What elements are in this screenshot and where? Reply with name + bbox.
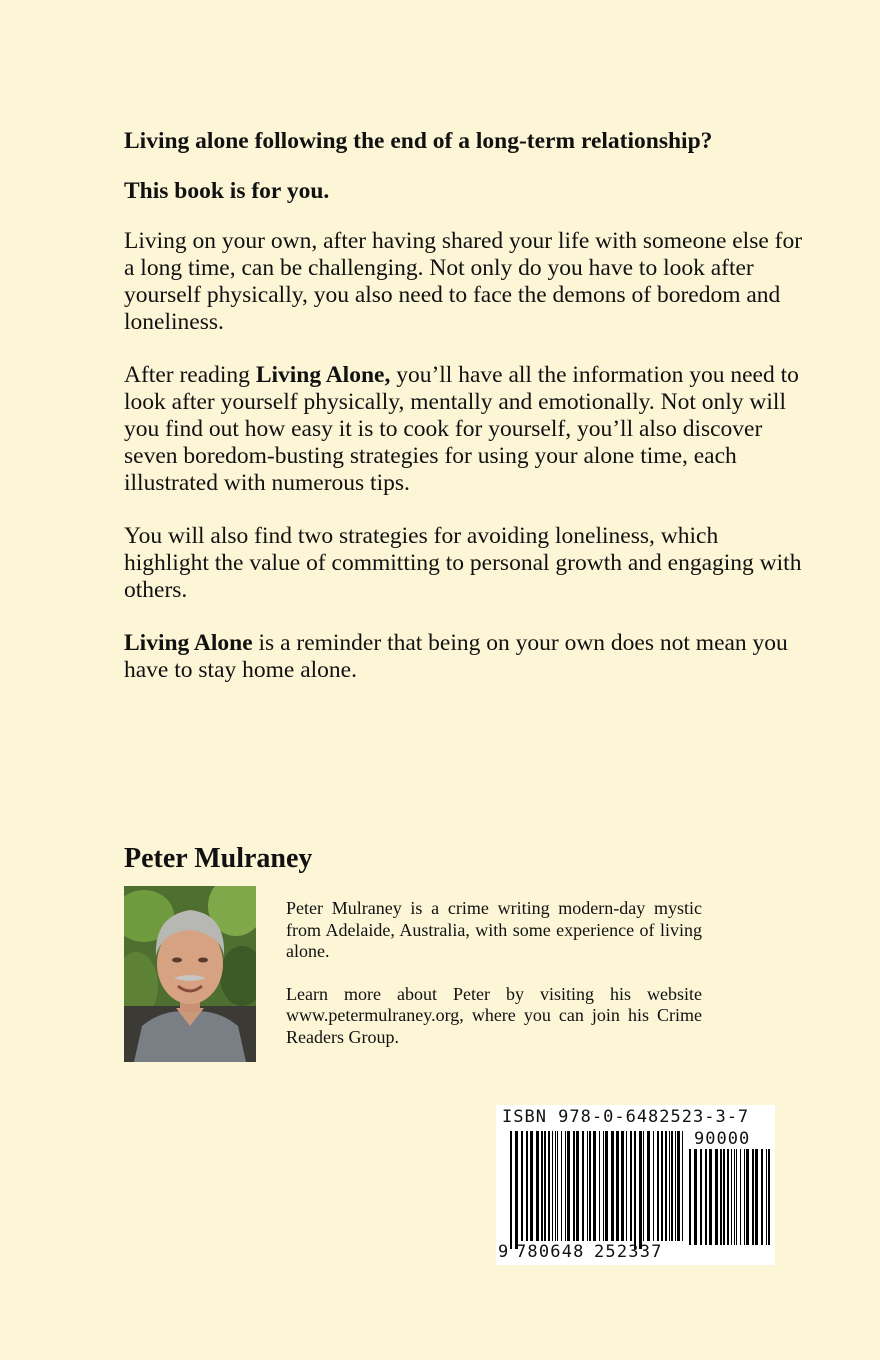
book-title-inline-2: Living Alone xyxy=(124,630,253,656)
barcode-bar xyxy=(736,1149,737,1245)
barcode-bar xyxy=(647,1131,650,1241)
barcode-bar xyxy=(723,1149,725,1245)
barcode-bar xyxy=(682,1131,683,1241)
barcode-bar xyxy=(510,1131,512,1249)
barcode-bar xyxy=(555,1131,556,1241)
barcode-bar xyxy=(689,1149,691,1245)
barcode-bar xyxy=(589,1131,591,1241)
barcode-bar xyxy=(734,1149,735,1245)
hook-line: Living alone following the end of a long-term relationship? xyxy=(124,128,713,154)
barcode-bar xyxy=(634,1131,636,1249)
barcode-bar xyxy=(752,1149,754,1245)
barcode-bar xyxy=(557,1131,558,1241)
barcode-bar xyxy=(626,1131,627,1241)
barcode-bar xyxy=(740,1149,741,1245)
barcode-bar xyxy=(603,1131,604,1241)
barcode-bar xyxy=(715,1149,718,1245)
barcode-bar xyxy=(599,1131,600,1241)
barcode-bar xyxy=(530,1131,533,1241)
ean-right-digits: 252337 xyxy=(594,1242,663,1262)
barcode-bar xyxy=(761,1149,763,1245)
ean-left-digits: 780648 xyxy=(516,1242,585,1262)
addon-barcode-bars xyxy=(689,1149,771,1247)
barcode-bar xyxy=(567,1131,570,1241)
paragraph-3: You will also find two strategies for avoiding loneliness, which highlight the value of committing to personal growth and engaging with others. xyxy=(124,523,802,603)
barcode-bar xyxy=(768,1149,770,1245)
barcode-bar xyxy=(611,1131,614,1241)
barcode-bar xyxy=(593,1131,596,1241)
paragraph-2-lead: After reading xyxy=(124,362,256,388)
barcode-bar xyxy=(661,1131,663,1241)
barcode-bar xyxy=(541,1131,543,1241)
back-cover-copy xyxy=(124,128,804,710)
barcode-bar xyxy=(616,1131,619,1241)
author-photo xyxy=(124,886,256,1062)
paragraph-4-rest: is a reminder that being on your own does not mean you have to stay home alone. xyxy=(124,630,788,683)
barcode-bar xyxy=(576,1131,579,1241)
barcode-bar xyxy=(548,1131,550,1241)
barcode-bar xyxy=(643,1131,644,1241)
barcode-bar xyxy=(639,1131,642,1249)
paragraph-2 xyxy=(124,362,804,497)
barcode-bar xyxy=(573,1131,575,1241)
barcode-bar xyxy=(665,1131,667,1241)
author-bio xyxy=(286,898,702,1069)
barcode-bar xyxy=(582,1131,584,1241)
book-title-inline: Living Alone, xyxy=(255,362,391,388)
isbn-text: ISBN 978-0-6482523-3-7 xyxy=(502,1107,750,1127)
paragraph-1: Living on your own, after having shared your life with someone else for a long time, can be challenging. Not only do you have to look after yourself physically, you also need to face the demons of boredom and loneliness. xyxy=(124,228,803,335)
barcode-bar xyxy=(675,1131,676,1241)
barcode-bar xyxy=(561,1131,562,1241)
barcode-bar xyxy=(657,1131,659,1241)
bio-paragraph-1: Peter Mulraney is a crime writing modern-day mystic from Adelaide, Australia, with some experience of living alone. xyxy=(286,898,702,961)
barcode-bar xyxy=(544,1131,546,1241)
barcode-bar xyxy=(755,1149,758,1245)
barcode-bar xyxy=(565,1131,566,1241)
barcode-bar xyxy=(705,1149,707,1245)
barcode-bar xyxy=(677,1131,680,1241)
tagline: This book is for you. xyxy=(124,178,330,204)
barcode-bar xyxy=(605,1131,608,1241)
barcode-bar xyxy=(746,1149,749,1245)
author-name: Peter Mulraney xyxy=(124,843,313,874)
paragraph-2-rest: you’ll have all the information you need to look after yourself physically, mentally and emotionally. Not only will you find out how easy it is to cook for yourself, you’ll also discover seven boredom-busting strategies for using your alone time, each illustrated with numerous tips. xyxy=(124,362,799,496)
ean-first-digit: 9 xyxy=(498,1242,509,1262)
isbn-barcode xyxy=(496,1105,775,1265)
bio-paragraph-2: Learn more about Peter by visiting his website www.petermulraney.org, where you can join his Crime Readers Group. xyxy=(286,983,702,1047)
barcode-bar xyxy=(526,1131,528,1241)
barcode-bar xyxy=(653,1131,654,1241)
barcode-bar xyxy=(521,1131,523,1241)
barcode-bar xyxy=(630,1131,632,1241)
barcode-bar xyxy=(694,1149,697,1245)
barcode-bar xyxy=(766,1149,767,1245)
barcode-bar xyxy=(720,1149,722,1245)
barcode-bar xyxy=(515,1131,518,1249)
barcode-bar xyxy=(621,1131,624,1241)
barcode-bar xyxy=(552,1131,553,1241)
barcode-bar xyxy=(700,1149,702,1245)
barcode-bar xyxy=(669,1131,670,1241)
barcode-bar xyxy=(587,1131,588,1241)
barcode-bar xyxy=(671,1131,673,1241)
barcode-bar xyxy=(727,1149,729,1245)
paragraph-4 xyxy=(124,630,804,684)
barcode-bar xyxy=(731,1149,732,1245)
barcode-bar xyxy=(709,1149,712,1245)
price-addon-number: 90000 xyxy=(694,1129,751,1149)
barcode-bar xyxy=(536,1131,539,1241)
barcode-bar xyxy=(744,1149,745,1245)
